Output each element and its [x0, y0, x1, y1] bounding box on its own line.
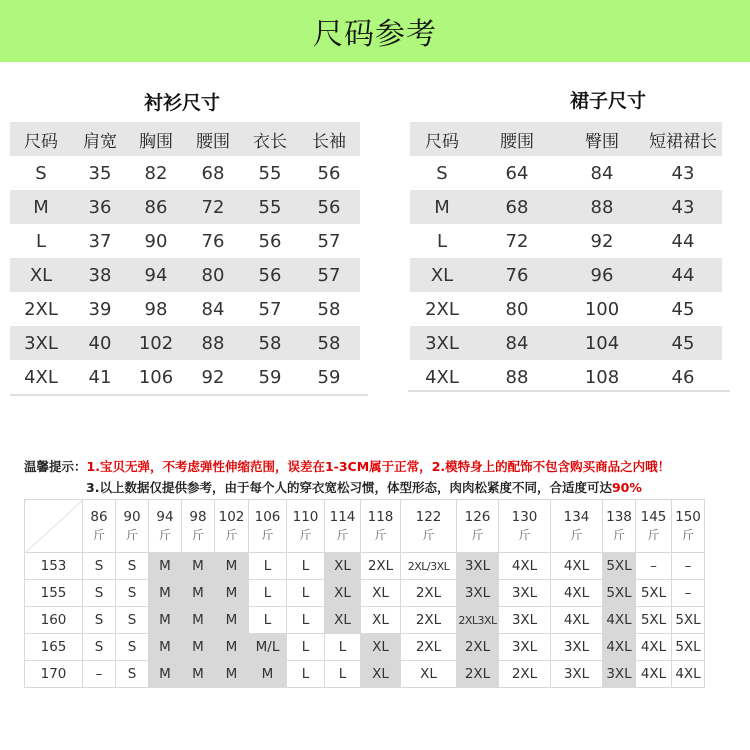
skirt-cell: 44	[644, 258, 722, 292]
skirt-cell: 92	[590, 230, 614, 252]
shirt-table-bottom-rule	[10, 394, 368, 396]
fit-weight-unit: 斤	[374, 528, 387, 542]
shirt-cell: 57	[298, 258, 360, 292]
fit-size-cell: 3XL	[457, 580, 499, 607]
fit-weight-header	[287, 500, 325, 553]
fit-weight-header	[83, 500, 116, 553]
notes-block	[24, 456, 740, 498]
fit-weight-value: 86	[90, 509, 108, 525]
fit-weight-value: 90	[123, 509, 141, 525]
shirt-cell: 41	[88, 366, 112, 388]
notes-item2: 2.模特身上的配饰不包含购买商品之内哦！	[431, 459, 671, 474]
height-weight-fit-table	[24, 499, 705, 688]
fit-size-cell: L	[287, 607, 325, 634]
fit-size-cell: 3XL	[603, 661, 636, 688]
shirt-cell: 39	[88, 298, 112, 320]
skirt-cell: 64	[505, 162, 529, 184]
fit-size-cell: M	[215, 553, 249, 580]
skirt-header-row	[410, 122, 722, 156]
title-banner	[0, 0, 750, 62]
fit-row	[25, 634, 705, 661]
fit-size-cell: 3XL	[499, 607, 551, 634]
fit-size-cell: M	[215, 634, 249, 661]
skirt-row	[410, 190, 722, 224]
skirt-cell: 80	[505, 298, 529, 320]
shirt-cell: 57	[258, 298, 282, 320]
fit-height-cell: 170	[25, 661, 83, 688]
fit-size-cell: –	[672, 553, 705, 580]
skirt-size-table	[410, 122, 722, 394]
fit-height-cell: 153	[25, 553, 83, 580]
fit-size-cell: M	[149, 661, 182, 688]
fit-size-cell: XL	[361, 634, 401, 661]
shirt-cell: 35	[88, 162, 112, 184]
fit-size-cell: M	[182, 661, 215, 688]
skirt-cell: 44	[671, 230, 695, 252]
shirt-cell: 38	[72, 258, 128, 292]
shirt-cell: 72	[184, 190, 242, 224]
fit-size-cell: 2XL	[401, 634, 457, 661]
fit-height-cell: 160	[25, 607, 83, 634]
fit-weight-unit: 斤	[336, 528, 349, 542]
shirt-size-title: 衬衫尺寸	[144, 92, 221, 114]
skirt-row	[410, 224, 722, 258]
skirt-row	[410, 326, 722, 360]
fit-size-cell: S	[116, 634, 149, 661]
fit-weight-header	[149, 500, 182, 553]
skirt-table-bottom-rule	[408, 390, 730, 392]
shirt-cell: L	[35, 230, 47, 252]
fit-size-cell: M	[149, 607, 182, 634]
fit-weight-value: 118	[367, 509, 394, 525]
fit-size-cell: S	[116, 553, 149, 580]
fit-size-cell: 4XL	[636, 661, 672, 688]
fit-size-cell: 5XL	[672, 607, 705, 634]
fit-weight-header	[551, 500, 603, 553]
fit-size-cell: 2XL	[401, 580, 457, 607]
fit-size-cell: M	[149, 634, 182, 661]
fit-size-cell: S	[116, 580, 149, 607]
fit-weight-unit: 斤	[422, 528, 435, 542]
fit-weight-header	[672, 500, 705, 553]
shirt-cell: M	[10, 190, 72, 224]
skirt-cell: S	[436, 162, 448, 184]
skirt-cell: 100	[584, 298, 620, 320]
fit-size-cell: S	[83, 580, 116, 607]
fit-weight-unit: 斤	[518, 528, 531, 542]
fit-size-cell: 5XL	[672, 634, 705, 661]
fit-weight-value: 110	[292, 509, 319, 525]
fit-weight-value: 102	[218, 509, 245, 525]
shirt-row	[10, 292, 360, 326]
fit-size-cell: 4XL	[499, 553, 551, 580]
fit-weight-value: 94	[156, 509, 174, 525]
fit-size-cell: L	[287, 634, 325, 661]
fit-weight-header	[182, 500, 215, 553]
fit-size-cell: XL	[325, 580, 361, 607]
fit-size-cell: L	[287, 661, 325, 688]
skirt-cell: 68	[474, 190, 560, 224]
fit-weight-unit: 斤	[570, 528, 583, 542]
shirt-cell: 92	[201, 366, 225, 388]
shirt-cell: 86	[128, 190, 184, 224]
shirt-cell: 58	[317, 298, 341, 320]
fit-weight-header	[215, 500, 249, 553]
fit-size-cell: S	[83, 553, 116, 580]
fit-row	[25, 607, 705, 634]
skirt-cell: 108	[584, 366, 620, 388]
skirt-header-cell: 腰围	[474, 122, 560, 156]
shirt-cell: 36	[72, 190, 128, 224]
fit-size-cell: S	[83, 634, 116, 661]
notes-item1-b: 1-3CM	[324, 459, 370, 474]
shirt-header-row	[10, 122, 360, 156]
skirt-row	[410, 156, 722, 190]
fit-size-cell: 2XL/3XL	[401, 553, 457, 580]
shirt-cell: XL	[10, 258, 72, 292]
fit-header-row	[25, 500, 705, 553]
fit-size-cell: XL	[325, 553, 361, 580]
fit-weight-unit: 斤	[92, 528, 105, 542]
fit-weight-value: 98	[189, 509, 207, 525]
fit-size-cell: 5XL	[636, 607, 672, 634]
notes-line-2	[24, 477, 740, 498]
fit-weight-value: 150	[675, 509, 701, 525]
fit-weight-value: 145	[640, 509, 667, 525]
notes-item1-a: 1.宝贝无弹，不考虑弹性伸缩范围，误差在	[86, 459, 325, 474]
fit-weight-unit: 斤	[299, 528, 312, 542]
fit-size-cell: 3XL	[499, 634, 551, 661]
fit-size-cell: 2XL	[499, 661, 551, 688]
fit-size-cell: 4XL	[551, 607, 603, 634]
shirt-cell: S	[35, 162, 47, 184]
fit-size-cell: 3XL	[551, 661, 603, 688]
fit-weight-header	[401, 500, 457, 553]
fit-weight-value: 106	[254, 509, 281, 525]
fit-size-cell: 3XL	[551, 634, 603, 661]
fit-weight-header	[499, 500, 551, 553]
shirt-cell: 68	[201, 162, 225, 184]
skirt-header-cell: 臀围	[560, 122, 644, 156]
shirt-cell: 37	[88, 230, 112, 252]
fit-size-cell: L	[249, 553, 287, 580]
fit-weight-header	[249, 500, 287, 553]
shirt-cell: 59	[317, 366, 341, 388]
fit-size-cell: L	[287, 553, 325, 580]
fit-size-cell: –	[83, 661, 116, 688]
skirt-cell: 46	[671, 366, 695, 388]
skirt-header-cell: 短裙裙长	[644, 122, 722, 156]
skirt-cell: 84	[590, 162, 614, 184]
fit-weight-header	[603, 500, 636, 553]
fit-weight-header	[636, 500, 672, 553]
skirt-cell: XL	[410, 258, 474, 292]
fit-weight-value: 130	[511, 509, 538, 525]
skirt-cell: 3XL	[410, 326, 474, 360]
fit-weight-unit: 斤	[125, 528, 138, 542]
skirt-cell: 2XL	[425, 298, 459, 320]
notes-prefix: 温馨提示：	[24, 459, 87, 474]
fit-size-cell: S	[116, 607, 149, 634]
shirt-cell: 3XL	[10, 326, 72, 360]
fit-size-cell: 3XL	[499, 580, 551, 607]
shirt-header-cell: 尺码	[10, 122, 72, 156]
shirt-row	[10, 258, 360, 292]
fit-weight-value: 114	[329, 509, 356, 525]
fit-size-cell: 4XL	[672, 661, 705, 688]
fit-weight-header	[457, 500, 499, 553]
skirt-cell: 45	[671, 298, 695, 320]
skirt-cell: 4XL	[425, 366, 459, 388]
skirt-cell: 96	[560, 258, 644, 292]
fit-weight-header	[325, 500, 361, 553]
fit-row	[25, 661, 705, 688]
shirt-row	[10, 360, 360, 394]
fit-size-cell: S	[83, 607, 116, 634]
fit-size-cell: 4XL	[603, 634, 636, 661]
shirt-header-cell: 腰围	[184, 122, 242, 156]
shirt-cell: 84	[201, 298, 225, 320]
fit-row	[25, 580, 705, 607]
fit-size-cell: 2XL	[457, 661, 499, 688]
shirt-row	[10, 326, 360, 360]
fit-size-cell: L	[325, 634, 361, 661]
fit-size-cell: M/L	[249, 634, 287, 661]
fit-size-cell: 2XL	[361, 553, 401, 580]
fit-size-cell: –	[672, 580, 705, 607]
fit-row	[25, 553, 705, 580]
shirt-cell: 4XL	[24, 366, 58, 388]
fit-size-cell: XL	[401, 661, 457, 688]
shirt-row	[10, 190, 360, 224]
fit-size-cell: 5XL	[603, 553, 636, 580]
skirt-cell: 72	[505, 230, 529, 252]
fit-size-cell: XL	[361, 607, 401, 634]
skirt-cell: 76	[474, 258, 560, 292]
fit-weight-unit: 斤	[681, 528, 694, 542]
skirt-cell: 104	[560, 326, 644, 360]
fit-size-cell: M	[149, 553, 182, 580]
fit-size-cell: M	[182, 607, 215, 634]
shirt-cell: 2XL	[24, 298, 58, 320]
shirt-cell: 94	[128, 258, 184, 292]
fit-weight-value: 126	[464, 509, 491, 525]
fit-size-cell: M	[182, 553, 215, 580]
fit-size-cell: 4XL	[636, 634, 672, 661]
fit-size-cell: 5XL	[636, 580, 672, 607]
skirt-cell: 88	[560, 190, 644, 224]
fit-weight-value: 122	[415, 509, 442, 525]
fit-size-cell: L	[325, 661, 361, 688]
shirt-cell: 106	[138, 366, 174, 388]
skirt-cell: 43	[671, 162, 695, 184]
fit-height-cell: 165	[25, 634, 83, 661]
shirt-cell: 88	[184, 326, 242, 360]
shirt-row	[10, 224, 360, 258]
fit-corner-cell	[25, 500, 83, 553]
shirt-cell: 57	[317, 230, 341, 252]
shirt-cell: 102	[128, 326, 184, 360]
fit-weight-header	[116, 500, 149, 553]
shirt-header-cell: 胸围	[128, 122, 184, 156]
fit-size-cell: L	[249, 607, 287, 634]
fit-size-cell: M	[182, 580, 215, 607]
fit-weight-unit: 斤	[261, 528, 274, 542]
skirt-cell: L	[436, 230, 448, 252]
shirt-cell: 55	[258, 162, 282, 184]
skirt-cell: 84	[474, 326, 560, 360]
fit-size-cell: M	[215, 607, 249, 634]
fit-weight-unit: 斤	[612, 528, 625, 542]
fit-size-cell: 4XL	[551, 580, 603, 607]
skirt-cell: M	[410, 190, 474, 224]
fit-weight-value: 134	[563, 509, 590, 525]
shirt-cell: 80	[184, 258, 242, 292]
fit-weight-value: 138	[606, 509, 632, 525]
shirt-cell: 56	[258, 230, 282, 252]
shirt-cell: 40	[72, 326, 128, 360]
skirt-cell: 88	[505, 366, 529, 388]
fit-size-cell: S	[116, 661, 149, 688]
shirt-cell: 98	[144, 298, 168, 320]
shirt-cell: 55	[242, 190, 298, 224]
fit-size-cell: XL	[325, 607, 361, 634]
shirt-header-cell: 肩宽	[72, 122, 128, 156]
skirt-header-cell: 尺码	[410, 122, 474, 156]
skirt-row	[410, 258, 722, 292]
fit-weight-unit: 斤	[158, 528, 171, 542]
shirt-cell: 56	[242, 258, 298, 292]
shirt-cell: 58	[242, 326, 298, 360]
fit-size-cell: M	[215, 661, 249, 688]
fit-size-cell: XL	[361, 580, 401, 607]
fit-size-cell: M	[249, 661, 287, 688]
fit-weight-unit: 斤	[471, 528, 484, 542]
fit-size-cell: XL	[361, 661, 401, 688]
fit-size-cell: M	[182, 634, 215, 661]
fit-size-cell: 4XL	[603, 607, 636, 634]
shirt-cell: 82	[144, 162, 168, 184]
skirt-cell: 45	[644, 326, 722, 360]
fit-size-cell: 3XL	[457, 553, 499, 580]
shirt-cell: 76	[201, 230, 225, 252]
fit-size-cell: 4XL	[551, 553, 603, 580]
fit-weight-header	[361, 500, 401, 553]
notes-item1-c: 属于正常，	[369, 459, 432, 474]
fit-weight-unit: 斤	[191, 528, 204, 542]
skirt-row	[410, 360, 722, 394]
fit-size-cell: M	[149, 580, 182, 607]
shirt-header-cell: 衣长	[242, 122, 298, 156]
skirt-size-title: 裙子尺寸	[570, 90, 647, 112]
shirt-cell: 58	[298, 326, 360, 360]
shirt-cell: 56	[298, 190, 360, 224]
fit-height-cell: 155	[25, 580, 83, 607]
shirt-row	[10, 156, 360, 190]
fit-size-cell: 2XL	[401, 607, 457, 634]
fit-size-cell: 2XL	[457, 634, 499, 661]
skirt-row	[410, 292, 722, 326]
fit-size-cell: –	[636, 553, 672, 580]
fit-size-cell: 5XL	[603, 580, 636, 607]
skirt-cell: 43	[644, 190, 722, 224]
fit-size-cell: M	[215, 580, 249, 607]
shirt-header-cell: 长袖	[298, 122, 360, 156]
shirt-cell: 90	[144, 230, 168, 252]
shirt-cell: 56	[317, 162, 341, 184]
notes-item3-a: 3.以上数据仅提供参考，由于每个人的穿衣宽松习惯，体型形态，肉肉松紧度不同，合适度可达	[86, 480, 612, 495]
fit-weight-unit: 斤	[225, 528, 238, 542]
notes-line-1	[24, 456, 740, 477]
fit-size-cell: 2XL3XL	[457, 607, 499, 634]
banner-title: 尺码参考	[313, 17, 437, 52]
shirt-size-table	[10, 122, 360, 394]
shirt-cell: 59	[258, 366, 282, 388]
notes-item3-b: 90%	[611, 480, 642, 495]
fit-size-cell: L	[249, 580, 287, 607]
fit-weight-unit: 斤	[647, 528, 660, 542]
fit-size-cell: L	[287, 580, 325, 607]
